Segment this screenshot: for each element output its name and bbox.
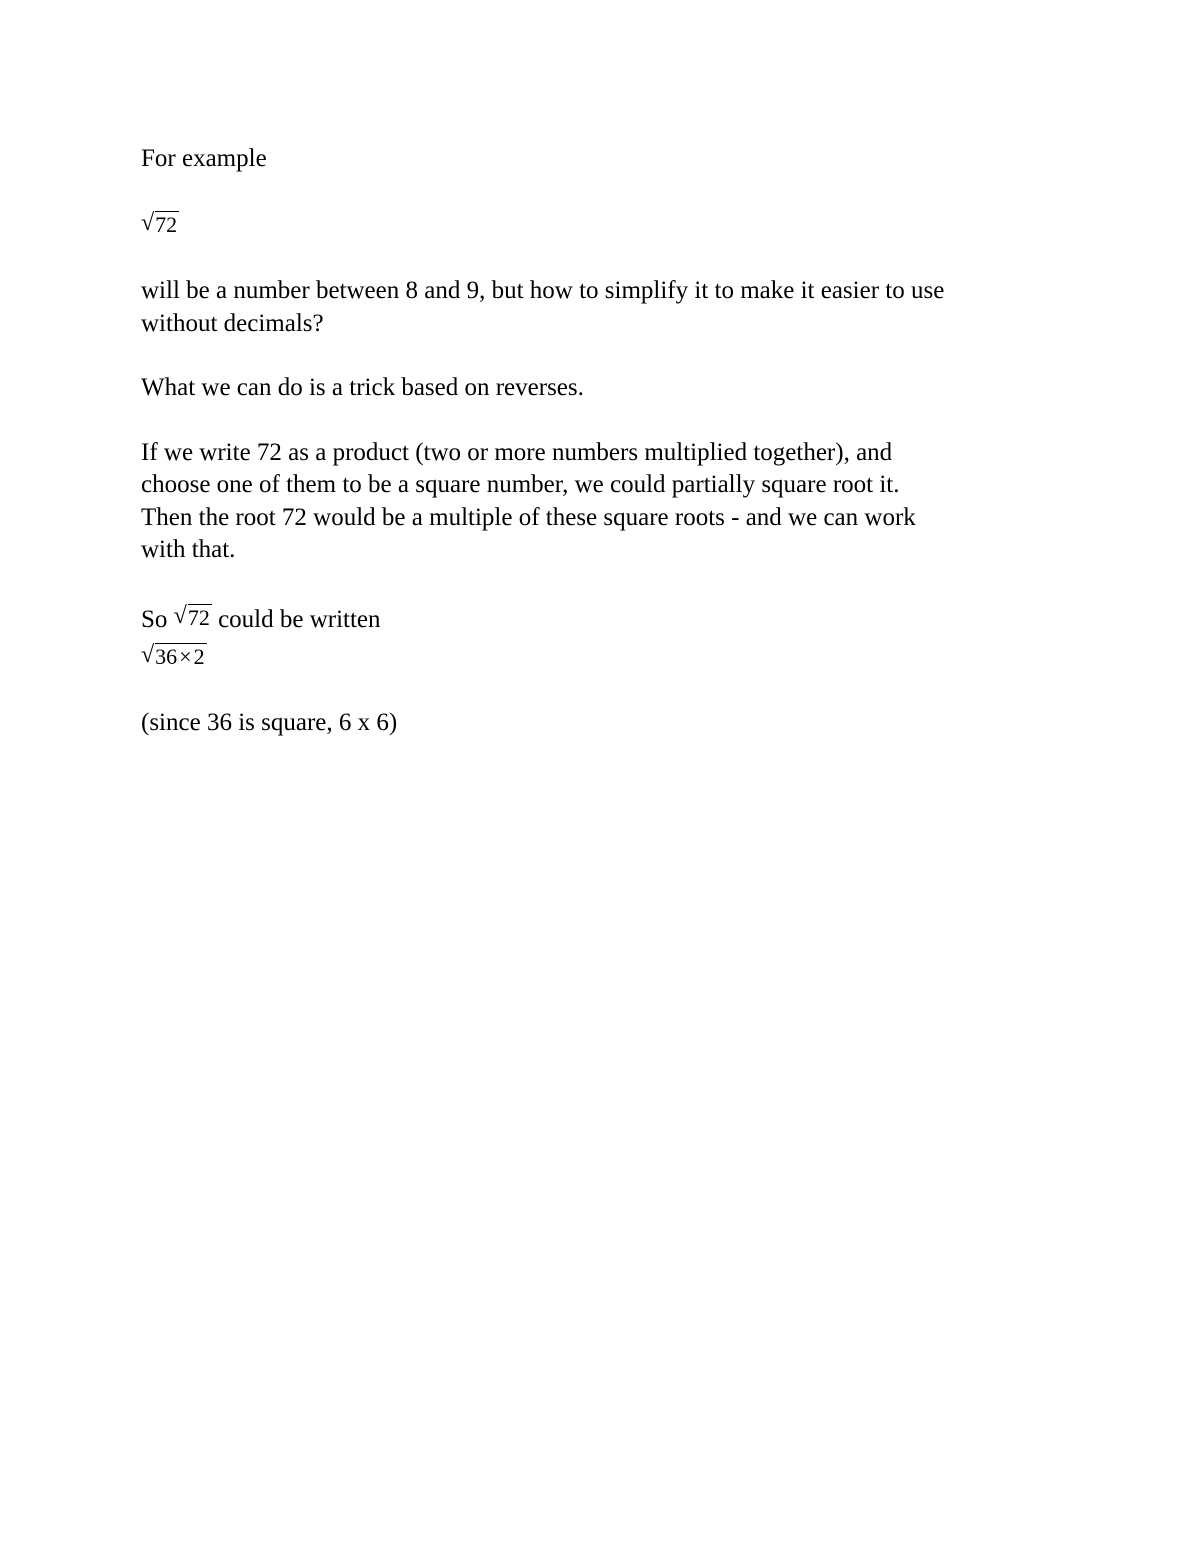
- paragraph-line: What we can do is a trick based on reverses.: [141, 374, 584, 401]
- factor-right: 2: [193, 644, 205, 669]
- radical-sign: √: [173, 603, 187, 629]
- intro-text: For example: [141, 145, 267, 172]
- times-operator: ×: [179, 644, 192, 669]
- so-line: [141, 604, 381, 632]
- radicand: 72: [187, 605, 210, 630]
- radical: [141, 643, 207, 668]
- paragraph-line: with that.: [141, 536, 236, 563]
- radical-sign: √: [141, 210, 155, 236]
- radical-sign: √: [141, 642, 155, 668]
- radicand: [155, 643, 206, 668]
- paragraph-line: without decimals?: [141, 310, 324, 337]
- paragraph-line: will be a number between 8 and 9, but how to simplify it to make it easier to use: [141, 277, 945, 304]
- radical: [141, 211, 179, 236]
- factor-left: 36: [155, 644, 178, 669]
- paragraph-line: choose one of them to be a square number, we could partially square root it.: [141, 471, 900, 498]
- sqrt-72-expression: [141, 210, 179, 236]
- note-text: (since 36 is square, 6 x 6): [141, 709, 398, 736]
- radicand: 72: [155, 212, 178, 237]
- paragraph-line: Then the root 72 would be a multiple of these square roots - and we can work: [141, 504, 916, 531]
- so-prefix: So: [141, 606, 168, 633]
- radical: [174, 604, 212, 629]
- paragraph-line: If we write 72 as a product (two or more numbers multiplied together), and: [141, 439, 893, 466]
- sqrt-36x2-expression: [141, 642, 207, 668]
- so-suffix: could be written: [218, 606, 381, 633]
